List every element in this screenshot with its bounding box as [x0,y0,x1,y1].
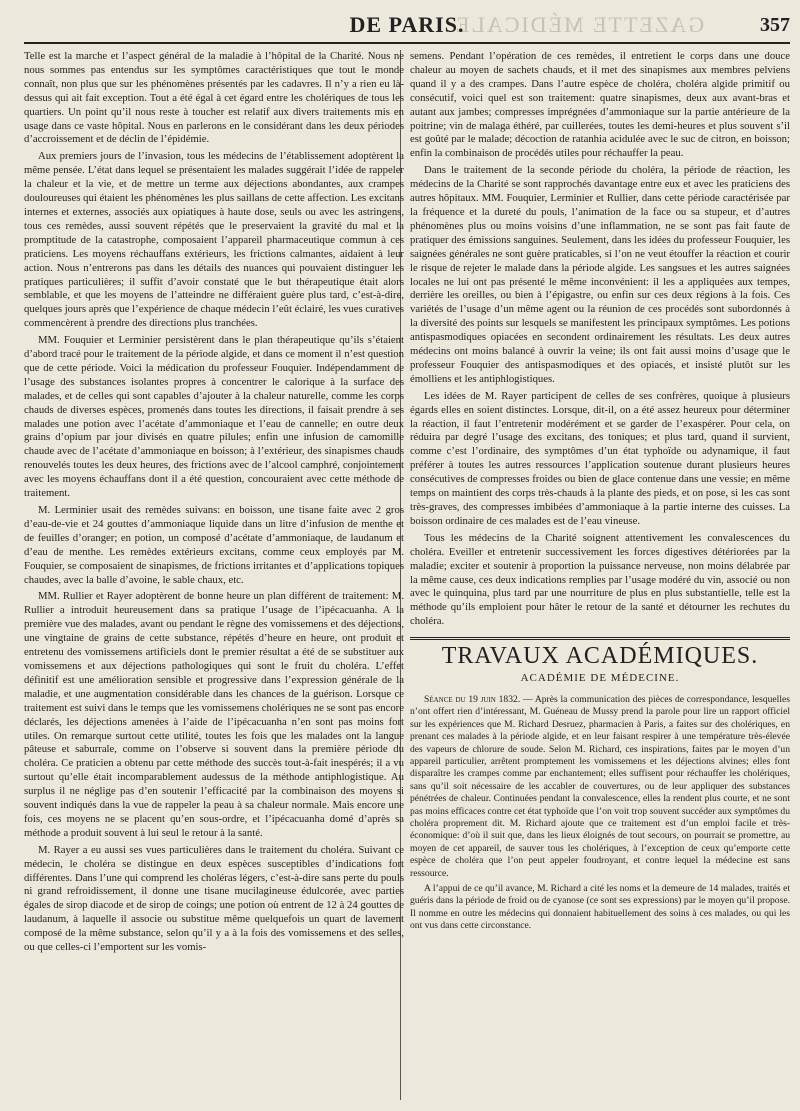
right-column [410,50,790,1100]
paragraph: Dans le traitement de la seconde période du choléra, la période de réaction, les médecins de la Charité se sont rapprochés davantage entre eux et avec les praticiens des autres hôpitaux. MM. Fouquier, Lerminier et Rullier, dans cette période caractérisée par la fréquence et la dureté du pouls, l’animation de la face ou sa stupeur, et d’autres phénomènes plus ou moins voisins d’une inflammation, ne se sont pas fait faute de pratiquer des émissions sanguines. Seulement, dans les idées du professeur Fouquier, les saignées générales ne sont guère praticables, si l’on ne veut étouffer la réaction et courir le risque de rejeter le malade dans la période algide. Les sangsues et les autres saignées locales ne lui ont pas présenté le même inconvénient: il les a appliquées aux tempes, derrière les oreilles, ou bien à l’épigastre, ou enfin sur ces deux régions à la fois. Ces variétés de l’usage d’un même agent ou la réunion de ces procédés sont subordonnés à la diversité des points sur lesquels se manifestent les principaux symptômes. Les potions antispasmodiques opiacées en secondent ordinairement les résultats. Les deux autres médecins ont moins balancé à ouvrir la veine; ils ont fait aussi moins d’usage que le professeur Fouquier des antispasmodiques et des opiacés, et insisté plutôt sur les émolliens et les antiphlogistiques. [410,164,790,385]
paragraph: MM. Fouquier et Lerminier persistèrent dans le plan thérapeutique qu’ils s’étaient d’abord tracé pour le traitement de la période algide, et dans ce moment il n’est question que de cette période. Voici la médication du professeur Fouquier. Indépendamment de l’usage des substances isolantes propres à concentrer le calorique à la surface des malades, et de celles qui sont capables d’ajouter à la chaleur naturelle, comme les corps chauds de diverses espèces, promenés dans toutes les directions, il faisait prendre à ses malades une potion avec l’acétate d’ammoniaque et l’eau de cannelle; en outre deux grains d’opium par jour divisés en quatre pilules; enfin une infusion de camomille chaude avec de l’acétate d’ammoniaque en boisson; à l’extérieur, des sinapismes chauds renouvelés toutes les deux heures, des frictions avec de l’alcool camphré, conjointement avec les moyens échauffans dont il a été question, concouraient avec cette méthode de traitement. [24,334,404,500]
running-title: DE PARIS. [349,12,465,37]
left-column [24,50,404,1100]
section-title: TRAVAUX ACADÉMIQUES. [441,643,759,670]
paragraph: semens. Pendant l’opération de ces remèdes, il entretient le corps dans une douce chaleur au moyen de sachets chauds, et il met des sinapismes aux membres pelviens quand il y a des crampes. Dans l’autre espèce de choléra, choléra algide primitif ou consécutif, voici quel est son traitement: quatre sinapismes, deux aux avant-bras et autant aux jambes; compresses imprégnées d’ammoniaque sur la partie antérieure de la poitrine; vin de malaga éthéré, par cuillerées, toutes les demi-heures et plus souvent s’il est goûté par le malade; décoction de ratanhia acidulée avec le suc de citron, en boisson; enfin la combinaison de procédés utiles pour réchauffer la peau. [410,50,790,160]
bleed-through-heading: GAZETTE MÉDICALE [454,12,705,37]
paragraph: MM. Rullier et Rayer adoptèrent de bonne heure un plan différent de traitement: M. Rullier a introduit heureusement dans sa pratique l’usage de l’ipécacuanha. A la première vue des malades, avant ou pendant le règne des vomissemens et des déjections, une vingtaine de grains de cette substance, répétés d’heure en heure, ont produit et entretenu des vomissemens artificiels dont le premier résultat a été de se substituer aux vomissemens et aux déjections pathologiques qui sont le fruit du choléra. L’effet définitif est une amélioration sensible et progressive dans l’expression générale de la maladie, et une augmentation considérable dans les chances de la guérison. Lorsque ce traitement est suivi dans le temps que les vomissemens cholériques ne se sont pas encore déclarés, les déjections amenées à l’aide de l’ipécacuanha n’en sont pas moins fort utiles. On remarque surtout cette utilité, toutes les fois que les malades ont la langue pâteuse et saburrale, comme on l’observe si souvent dans la première période du choléra. Ce praticien a obtenu par cette méthode des succès tout-à-fait inespérés; il a vu surtout qu’elle était incomparablement audessus de la méthode antiphlogistique. Au surplus il ne néglige pas d’en soutenir l’efficacité par la combinaison des moyens si souvent indiqués dans la vue de rappeler la peau à sa chaleur normale. Mais encore une fois, ces moyens ne se placent qu’en sous-ordre, et l’ipécacuanha domé d’après sa méthode a produit souvent à lui seul le retour à la santé. [24,590,404,839]
section-subtitle: ACADÉMIE DE MÉDECINE. [520,672,680,685]
page-header [24,8,790,44]
paragraph: M. Lerminier usait des remèdes suivans: en boisson, une tisane faite avec 2 gros d’eau-de-vie et 24 gouttes d’ammoniaque liquide dans un litre d’infusion de menthe et de feuilles d’oranger; en potion, un composé d’acétate d’ammoniaque, de laudanum et d’eau de menthe. Les remèdes extérieurs excitans, comme ceux employés par M. Fouquier, se composaient de sinapismes, de frictions irritantes et d’applications topiques chaudes, avec la balle d’avoine, le sable chaux, etc. [24,504,404,586]
page-number: 357 [760,14,790,36]
section-divider [410,637,790,640]
paragraph: Les idées de M. Rayer participent de celles de ses confrères, quoique à plusieurs égards elles en soient distinctes. Lorsque, dit-il, on a été assez heureux pour déterminer la réaction, il faut l’entretenir modérément et se garder de l’exaspérer. Pour cela, on réduira par degré l’usage des excitans, des toniques; et plus tard, quand il survient, comme c’est l’ordinaire, des symptômes d’un état typhoïde ou adynamique, il faut préférer à toutes les autres ressources l’application soutenue durant plusieurs heures consécutives de compresses froides ou bien de glace contenue dans une vessie; en même temps on maintient des corps très-chauds à la plante des pieds, et on pose, si les cas sont très-graves, des compresses imbibées d’ammoniaque à la partie interne des cuisses. La boisson ordinaire de ces malades est de l’eau vineuse. [410,389,790,527]
paragraph: M. Rayer a eu aussi ses vues particulières dans le traitement du choléra. Suivant ce médecin, le choléra se distingue en deux espèces susceptibles d’indications fort différentes. Dans l’une qui comprend les choléras légers, c’est-à-dire sans perte du pouls ni grand refroidissement, il donne une tisane mucilagineuse édulcorée, avec parties égales de sirop diacode et de sirop de coings; une potion où entrent de 12 à 24 gouttes de laudanum, à laquelle il associe ou substitue même quelquefois un quart de lavement composé de la même substance, selon qu’il y a à la fois des vomissemens et des selles, ou que celles-ci l’emportent sur les vomis- [24,843,404,954]
paragraph: Tous les médecins de la Charité soignent attentivement les convalescences du choléra. Eveiller et entretenir successivement les forces digestives détériorées par la maladie; exciter et soutenir à proportion la puissance nerveuse, non moins délabrée par la même cause, ces deux indications remplies par l’usage modéré du vin, associé ou non avec le quinquina, plus tard par une nourriture de plus en plus substantielle, telle est la méthode qu’ils emploient pour hâter le retour de la santé et détourner les rechutes du choléra. [410,531,790,628]
session-paragraph: A l’appui de ce qu’il avance, M. Richard a cité les noms et la demeure de 14 malades, traités et guéris dans la période de froid ou de cyanose (ce sont ses expressions) par le moyen qu’il propose. Il nomme en outre les médecins qui donnaient habituellement des soins à ces malades, ou qui les ont vus dans cette circonstance. [410,883,790,932]
session-date: Séance du 19 juin 1832. [424,693,521,705]
paragraph: Aux premiers jours de l’invasion, tous les médecins de l’établissement adoptèrent la même pensée. L’état dans lequel se présentaient les malades suggérait l’idée de rappeler la chaleur et la vie, et de mettre un terme aux déjections abondantes, aux crampes douloureuses qui étaient les phénomènes les plus saillans de cette affection. Les excitans internes et externes, associés aux opiatiques à haute dose, seuls ou avec les astringens, tous ces remèdes, aussi souvent répétés que le preservaient la gravité du mal et la promptitude de la catastrophe, composaient l’appareil pharmaceutique commun à ces praticiens. Les moyens réchauffans extérieurs, les frictions calmantes, aidaient à leur action. Nous n’entrerons pas dans les détails des nuances qui pouvaient distinguer les pratiques particulières; il suffit d’avoir constaté que le but thérapeutique était alors semblable, et que les moyens de l’atteindre ne différaient guère plus tard, c’est-à-dire, quelques jours après que l’expérience de chaque médecin l’eût éclairé, les vues curatives commencèrent à prendre des directions plus tranchées. [24,150,404,330]
paragraph: Telle est la marche et l’aspect général de la maladie à l’hôpital de la Charité. Nous ne nous sommes pas entendus sur les symptômes caractéristiques que tout le monde connaît, non plus que sur les phénomènes présentés par les cadavres. Il n’y a rien eu là-dessus qui ait fait exception. Tout a été égal à cet égard entre les cholériques de tous les quartiers. Un point qu’il nous reste à toucher est relatif aux divers traitements mis en usage dans ce vaste hôpital. Nous en parlerons en le considérant dans les deux périodes d’accroissement et de déclin de l’épidémie. [24,50,404,146]
session-text: — Après la communication des pièces de correspondance, lesquelles n’ont offert rien d’intéressant, M. Guéneau de Mussy prend la parole pour lire un rapport officiel sur les expériences que M. Richard Desruez, pharmacien à Paris, a faites sur des cholériques, en prenant ces malades à la période algide, et en leur faisant respirer à une température très-élevée des vapeurs de chlorure de soude. Selon M. Richard, ces inspirations, faites par le moyen d’un appareil particulier, arrêtent promptement les vomissemens et les déjections alvines; elles font disparaître les crampes comme par enchantement; elles suffisent pour réchauffer les cholériques, sans qu’il soit nécessaire de les accabler de couvertures, ou de leur appliquer des substances pénétrées de chaleur. Continuées pendant la convalescence, elles la rendent plus courte, et ne sont pas moins efficaces contre cet état typhoïde que l’on voit trop souvent succéder aux symptômes du choléra proprement dit. M. Richard ajoute que ce traitement est d’un emploi facile et très-économique: d’où il suit que, dans les lieux éloignés de tout secours, on pourrait se promettre, au moyen de cet appareil, de sauver tous les cholériques, à l’exception de ceux qu’emporte cette espèce de choléra que l’on peut appeler foudroyant, et contre lequel la médecine est sans ressource. [410,693,790,879]
session-paragraph [410,694,790,880]
